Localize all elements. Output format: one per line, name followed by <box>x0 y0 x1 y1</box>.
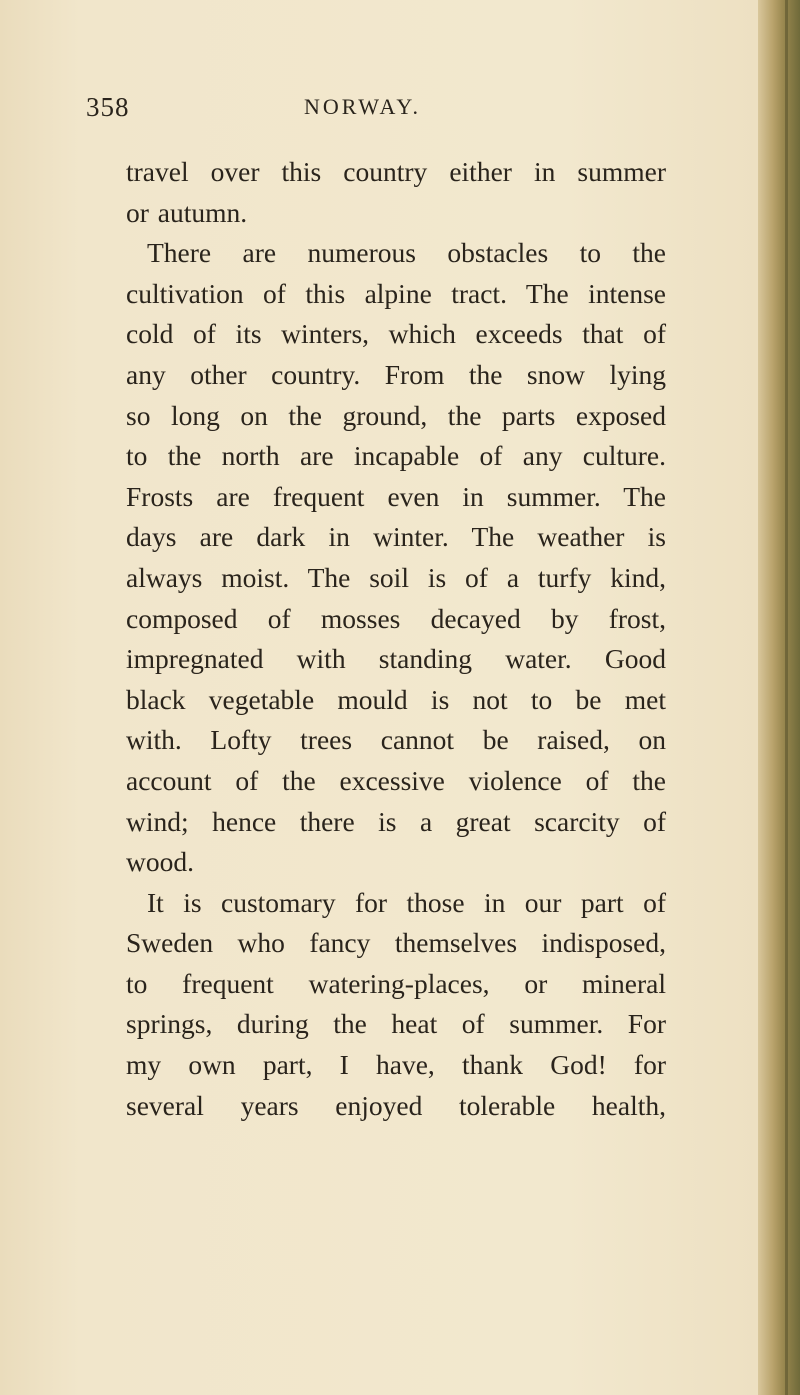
text-line: any other country. From the snow lying <box>126 358 666 390</box>
text-line: wood. <box>126 846 194 878</box>
text-line: to the north are incapable of any culture. <box>126 440 666 472</box>
text-line: Sweden who fancy themselves indisposed, <box>126 927 666 959</box>
page-edge <box>758 0 800 1395</box>
running-title: NORWAY. <box>304 94 421 119</box>
text-line: several years enjoyed tolerable health, <box>126 1089 666 1121</box>
running-head <box>86 92 606 126</box>
text-line: cultivation of this alpine tract. The intense <box>126 277 666 309</box>
text-line: wind; hence there is a great scarcity of <box>126 805 666 837</box>
text-line: my own part, I have, thank God! for <box>126 1049 666 1081</box>
text-line: so long on the ground, the parts exposed <box>126 399 666 431</box>
text-line: account of the excessive violence of the <box>126 764 666 796</box>
page-edge-line <box>785 0 788 1395</box>
text-line: travel over this country either in summer <box>126 156 666 187</box>
text-line: composed of mosses decayed by frost, <box>126 602 666 634</box>
body-text <box>126 152 666 1126</box>
text-line: or autumn. <box>126 196 248 228</box>
text-line: Frosts are frequent even in summer. The <box>126 480 666 512</box>
text-line: black vegetable mould is not to be met <box>126 683 666 715</box>
page-number: 358 <box>86 92 130 122</box>
text-line: with. Lofty trees cannot be raised, on <box>126 724 666 756</box>
text-line: to frequent watering-places, or mineral <box>126 967 666 999</box>
text-line: impregnated with standing water. Good <box>126 643 666 675</box>
text-line: cold of its winters, which exceeds that of <box>126 318 666 350</box>
text-line: always moist. The soil is of a turfy kind, <box>126 561 666 593</box>
paragraph-first-line: There are numerous obstacles to the <box>147 237 666 269</box>
text-line: days are dark in winter. The weather is <box>126 521 666 553</box>
paragraph-first-line: It is customary for those in our part of <box>147 886 666 918</box>
text-line: springs, during the heat of summer. For <box>126 1008 666 1040</box>
